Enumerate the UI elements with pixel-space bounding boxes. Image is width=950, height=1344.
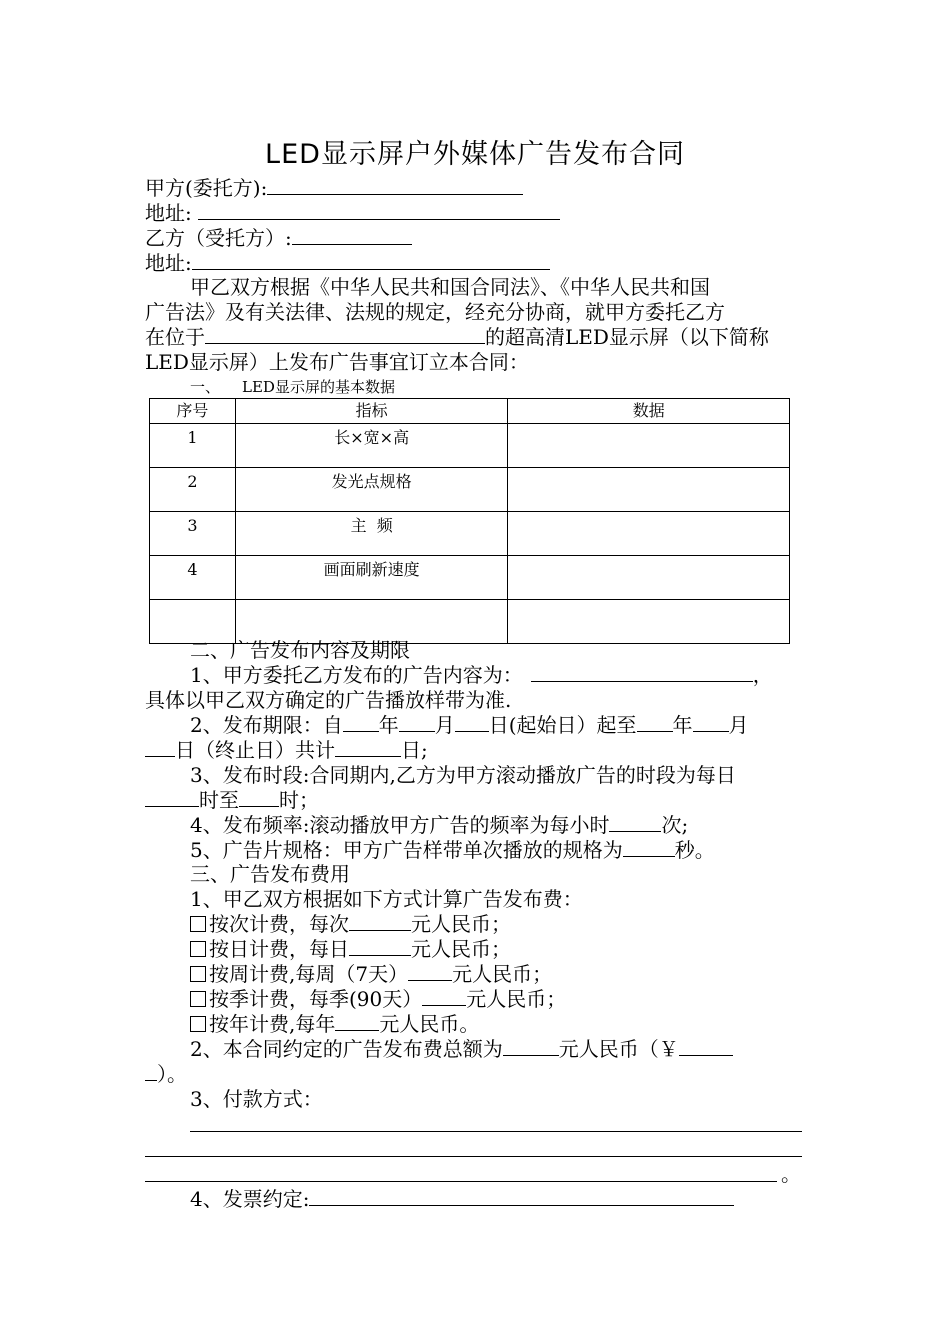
s3-clause-2-text: 2、本合同约定的广告发布费总额为 [190, 1037, 503, 1061]
s3-clause-1: 1、甲乙双方根据如下方式计算广告发布费： [190, 887, 583, 911]
start-month-field[interactable] [399, 713, 435, 732]
led-data-table [149, 398, 790, 644]
intro-line-2: 广告法》及有关法律、法规的规定，经充分协商，就甲方委托乙方 [145, 300, 725, 324]
party-a-address-field[interactable] [198, 201, 560, 220]
total-fee-number-field[interactable] [679, 1037, 733, 1056]
party-a-address-line [145, 201, 560, 225]
start-day-field[interactable] [455, 713, 489, 732]
s2-clause-3-cont [145, 788, 319, 812]
per-time-amount-field[interactable] [349, 912, 411, 931]
s3-clause-2-cont [145, 1062, 187, 1086]
checkbox-per-day[interactable] [190, 941, 206, 957]
start-day-label: 日(起始日）起至 [488, 713, 637, 737]
year-label: 年 [672, 713, 693, 737]
total-fee-number-field-cont[interactable] [145, 1062, 157, 1081]
checkbox-per-week[interactable] [190, 966, 206, 982]
table-header-no: 序号 [150, 399, 236, 424]
rmb-label: 元人民币。 [379, 1012, 480, 1036]
table-header-item: 指标 [235, 399, 508, 424]
row-no: 3 [150, 512, 236, 556]
end-hour-field[interactable] [239, 788, 279, 807]
year-label: 年 [378, 713, 399, 737]
row-no: 4 [150, 556, 236, 600]
s2-clause-4-text: 4、发布频率:滚动播放甲方广告的频率为每小时 [190, 813, 610, 837]
party-b-address-label: 地址: [145, 251, 192, 275]
party-a-line [145, 176, 523, 200]
payment-method-line-3[interactable] [145, 1181, 777, 1182]
rmb-yuan-label: 元人民币（￥ [558, 1037, 679, 1061]
s3-clause-4 [190, 1187, 734, 1211]
row-no: 1 [150, 424, 236, 468]
intro-line-3-pre: 在位于 [145, 325, 205, 349]
fee-option-per-day [190, 937, 511, 961]
section-2-title: 二、广告发布内容及期限 [190, 638, 410, 662]
intro-line-3 [145, 325, 769, 349]
s2-clause-1-cont: 具体以甲乙双方确定的广告播放样带为准. [145, 688, 512, 712]
checkbox-per-time[interactable] [190, 916, 206, 932]
s3-clause-2 [190, 1037, 733, 1061]
duration-field[interactable] [623, 838, 675, 857]
payment-method-line-2[interactable] [145, 1156, 802, 1157]
s2-clause-2-cont [145, 738, 428, 762]
s3-clause-4-text: 4、发票约定: [190, 1187, 310, 1211]
month-label: 月 [434, 713, 455, 737]
party-b-label: 乙方（受托方）: [145, 226, 292, 250]
party-b-field[interactable] [292, 226, 412, 245]
per-day-amount-field[interactable] [349, 937, 411, 956]
fee-option-label: 按次计费，每次 [209, 912, 349, 936]
rmb-label: 元人民币； [411, 937, 511, 961]
intro-line-4: LED显示屏）上发布广告事宜订立本合同： [145, 350, 529, 374]
row-item: 主 频 [235, 512, 508, 556]
party-b-line [145, 226, 412, 250]
party-b-address-line [145, 251, 550, 275]
row-no [150, 600, 236, 644]
fee-option-label: 按日计费，每日 [209, 937, 349, 961]
checkbox-per-year[interactable] [190, 1016, 206, 1032]
start-hour-field[interactable] [145, 788, 199, 807]
s2-clause-5 [190, 838, 715, 862]
fee-option-per-season [190, 987, 566, 1011]
row-item: 长×宽×高 [235, 424, 508, 468]
fee-option-per-time [190, 912, 511, 936]
row-value[interactable] [508, 556, 790, 600]
section-1-title: LED显示屏的基本数据 [242, 378, 395, 396]
fee-option-label: 按年计费,每年 [209, 1012, 336, 1036]
row-no: 2 [150, 468, 236, 512]
party-b-address-field[interactable] [192, 251, 550, 270]
s2-clause-1-comma: ， [752, 663, 773, 687]
ad-content-field[interactable] [531, 663, 753, 682]
close-paren-label: ）。 [157, 1062, 187, 1086]
row-item [235, 600, 508, 644]
payment-method-line-1[interactable] [190, 1131, 802, 1132]
s2-clause-3: 3、发布时段:合同期内,乙方为甲方滚动播放广告的时段为每日 [190, 763, 736, 787]
intro-line-1: 甲乙双方根据《中华人民共和国合同法》、《中华人民共和国 [190, 275, 710, 299]
end-day-field[interactable] [145, 738, 175, 757]
section-1-heading [190, 378, 395, 396]
party-a-address-label: 地址: [145, 201, 192, 225]
s3-clause-3: 3、付款方式： [190, 1087, 323, 1111]
table-row [150, 556, 790, 600]
total-fee-field[interactable] [503, 1037, 559, 1056]
s2-clause-5-text: 5、广告片规格：甲方广告样带单次播放的规格为 [190, 838, 623, 862]
table-row [150, 600, 790, 644]
table-row [150, 512, 790, 556]
fee-option-label: 按周计费,每周（7天） [209, 962, 409, 986]
month-label: 月 [728, 713, 749, 737]
row-item: 发光点规格 [235, 468, 508, 512]
per-year-amount-field[interactable] [335, 1012, 379, 1031]
row-item: 画面刷新速度 [235, 556, 508, 600]
document-title: LED显示屏户外媒体广告发布合同 [265, 139, 685, 170]
s2-clause-1-text: 1、甲方委托乙方发布的广告内容为： [190, 663, 523, 687]
times-label: 次; [661, 813, 689, 837]
table-row [150, 424, 790, 468]
fee-option-label: 按季计费，每季(90天） [209, 987, 423, 1011]
s2-clause-1 [190, 663, 773, 687]
table-row [150, 468, 790, 512]
end-day-label: 日（终止日）共计 [175, 738, 335, 762]
section-3-title: 三、广告发布费用 [190, 862, 350, 886]
row-value[interactable] [508, 424, 790, 468]
rmb-label: 元人民币； [466, 987, 567, 1011]
row-value[interactable] [508, 512, 790, 556]
end-year-field[interactable] [637, 713, 673, 732]
per-week-amount-field[interactable] [408, 962, 452, 981]
fee-option-per-week [190, 962, 552, 986]
s2-clause-4 [190, 813, 688, 837]
seconds-label: 秒。 [674, 838, 715, 862]
per-season-amount-field[interactable] [422, 987, 466, 1006]
section-1-number: 一、 [190, 378, 221, 396]
invoice-field[interactable] [309, 1187, 734, 1206]
start-year-field[interactable] [343, 713, 379, 732]
hour-label: 时； [279, 788, 319, 812]
hour-to-label: 时至 [199, 788, 239, 812]
row-value[interactable] [508, 468, 790, 512]
table-header-row [150, 399, 790, 424]
payment-period: 。 [781, 1162, 801, 1186]
total-days-field[interactable] [335, 738, 401, 757]
fee-option-per-year [190, 1012, 479, 1036]
s2-clause-2 [190, 713, 749, 737]
party-a-label: 甲方(委托方): [145, 176, 268, 200]
rmb-label: 元人民币； [411, 912, 511, 936]
rmb-label: 元人民币； [452, 962, 553, 986]
end-month-field[interactable] [693, 713, 729, 732]
row-value[interactable] [508, 600, 790, 644]
intro-line-3-post: 的超高清LED显示屏（以下简称 [485, 325, 769, 349]
days-label: 日; [401, 738, 428, 762]
frequency-field[interactable] [609, 813, 661, 832]
checkbox-per-season[interactable] [190, 991, 206, 1007]
table-header-value: 数据 [508, 399, 790, 424]
party-a-field[interactable] [267, 176, 523, 195]
s2-clause-2-text: 2、发布期限：自 [190, 713, 343, 737]
location-field[interactable] [205, 325, 485, 344]
